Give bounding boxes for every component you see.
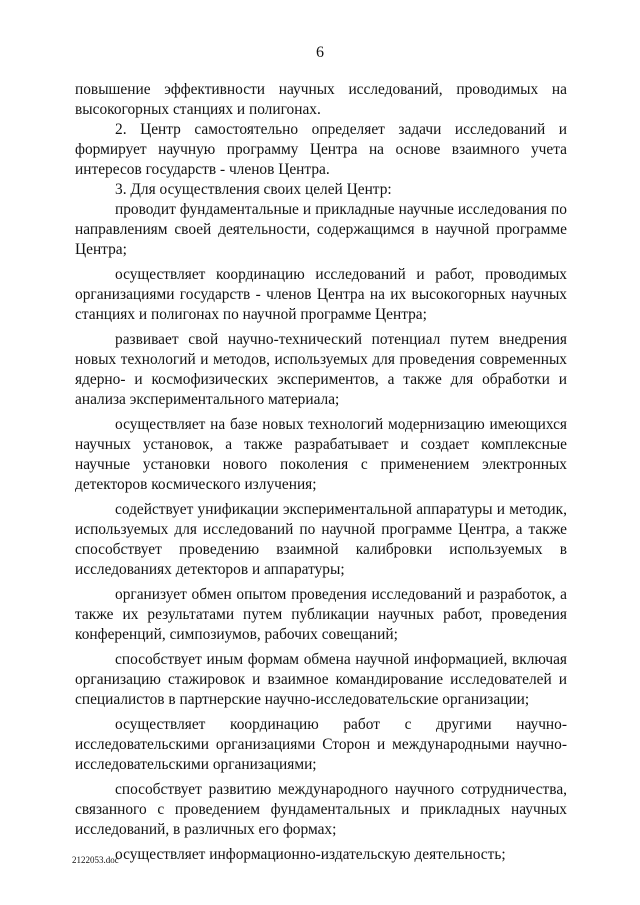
paragraph-item-2: 2. Центр самостоятельно определяет задачи исследований и формирует научную программу Центра на основе взаимного учета интересов государств - членов Центра.	[75, 121, 567, 178]
document-body	[75, 80, 567, 865]
paragraph-information-exchange: способствует иным формам обмена научной информацией, включая организацию стажировок и взаимное командирование исследователей и специалистов в партнерские научно-исследовательские организации;	[75, 651, 567, 708]
paragraph-international-cooperation: способствует развитию международного научного сотрудничества, связанного с проведением фундаментальных и прикладных научных исследований, в различных его формах;	[75, 781, 567, 838]
paragraph-modernization: осуществляет на базе новых технологий модернизацию имеющихся научных установок, а также разрабатывает и создает комплексные научные установки нового поколения с применением электронных детекторов космического излучения;	[75, 416, 567, 493]
paragraph-cooperation-organizations: осуществляет координацию работ с другими научно-исследовательскими организациями Сторон и международными научно-исследовательскими организациями;	[75, 716, 567, 773]
paragraph-coordination: осуществляет координацию исследований и работ, проводимых организациями государств - членов Центра на их высокогорных научных станциях и полигонах по научной программе Центра;	[75, 266, 567, 323]
footer-filename: 2122053.doc	[72, 855, 119, 865]
paragraph-unification: содействует унификации экспериментальной аппаратуры и методик, используемых для исследований по научной программе Центра, а также способствует проведению взаимной калибровки используемых в исследованиях детекторов и аппаратуры;	[75, 501, 567, 578]
paragraph-item-3: 3. Для осуществления своих целей Центр:	[115, 181, 392, 198]
paragraph-continuation: повышение эффективности научных исследований, проводимых на высокогорных станциях и полигонах.	[75, 81, 567, 118]
paragraph-potential: развивает свой научно-технический потенциал путем внедрения новых технологий и методов, используемых для проведения современных ядерно- и космофизических экспериментов, а также для обработки и анализа экспериментального материала;	[75, 331, 567, 408]
paragraph-fundamental-research: проводит фундаментальные и прикладные научные исследования по направлениям своей деятельности, содержащимся в научной программе Центра;	[75, 201, 567, 258]
paragraph-exchange: организует обмен опытом проведения исследований и разработок, а также их результатами путем публикации научных работ, проведения конференций, симпозиумов, рабочих совещаний;	[75, 586, 567, 643]
paragraph-publishing: осуществляет информационно-издательскую деятельность;	[115, 846, 506, 863]
page-number: 6	[316, 44, 324, 61]
